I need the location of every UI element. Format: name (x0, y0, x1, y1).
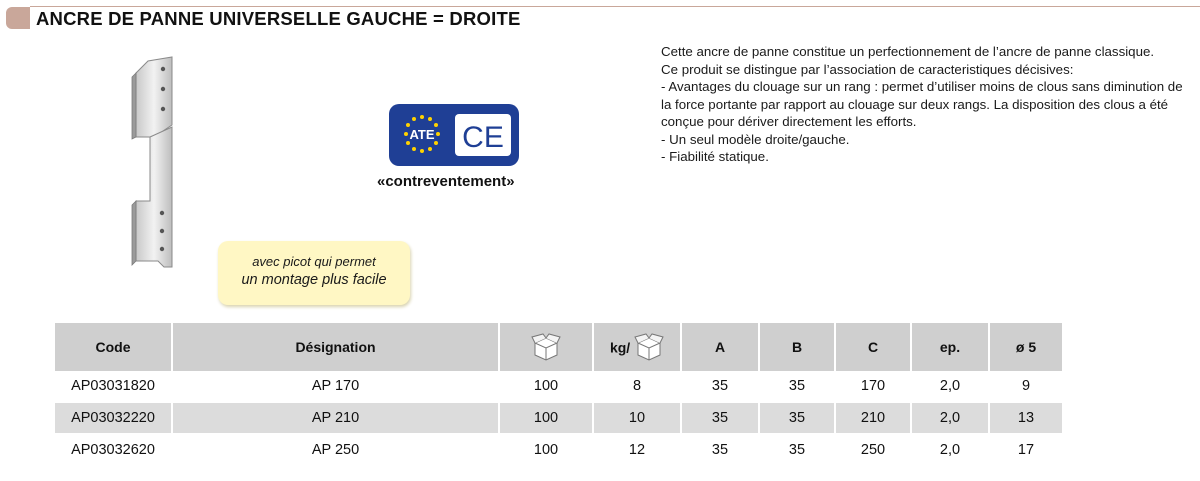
cell-designation: AP 250 (173, 435, 500, 467)
cell-code: AP03032220 (55, 403, 173, 435)
cell-qty: 100 (500, 371, 594, 403)
note-line-2: un montage plus facile (241, 272, 387, 288)
cell-code: AP03031820 (55, 371, 173, 403)
table-row (55, 403, 1064, 435)
product-description (661, 43, 1196, 166)
header-quantity (500, 323, 594, 371)
table-row (55, 435, 1064, 467)
description-line: Ce produit se distingue par l’association de caracteristiques décisives: (661, 61, 1074, 77)
title-accent-tab (6, 7, 30, 29)
title-bar (0, 0, 1200, 34)
box-icon (634, 333, 664, 361)
table-row (55, 371, 1064, 403)
cell-b: 35 (760, 371, 836, 403)
cell-ep: 2,0 (912, 403, 990, 435)
header-a: A (682, 323, 760, 371)
cell-kg: 10 (594, 403, 682, 435)
header-weight (594, 323, 682, 371)
cell-a: 35 (682, 371, 760, 403)
cell-a: 35 (682, 435, 760, 467)
header-c: C (836, 323, 912, 371)
header-designation: Désignation (173, 323, 500, 371)
table-header-row (55, 323, 1064, 371)
cell-kg: 12 (594, 435, 682, 467)
cell-c: 170 (836, 371, 912, 403)
cell-d5: 13 (990, 403, 1064, 435)
header-ep: ep. (912, 323, 990, 371)
ate-ce-certification-logo (389, 104, 519, 166)
cell-c: 210 (836, 403, 912, 435)
cell-a: 35 (682, 403, 760, 435)
ce-label: CE (462, 121, 504, 154)
description-line: - Avantages du clouage sur un rang : permet d’utiliser moins de clous sans diminution de la force portante par rapport au clouage sur deux rangs. La disposition des clous a été conçue pour dériver directement les efforts. (661, 79, 1183, 129)
cell-kg: 8 (594, 371, 682, 403)
cell-qty: 100 (500, 403, 594, 435)
cell-b: 35 (760, 403, 836, 435)
cell-b: 35 (760, 435, 836, 467)
page-title: ANCRE DE PANNE UNIVERSELLE GAUCHE = DROITE (36, 8, 521, 29)
title-divider (30, 6, 1200, 7)
description-line: - Un seul modèle droite/gauche. (661, 131, 850, 147)
cell-qty: 100 (500, 435, 594, 467)
description-line: - Fiabilité statique. (661, 149, 769, 164)
cell-d5: 9 (990, 371, 1064, 403)
cell-designation: AP 210 (173, 403, 500, 435)
header-b: B (760, 323, 836, 371)
cell-d5: 17 (990, 435, 1064, 467)
purlin-anchor-illustration (128, 55, 178, 275)
cell-c: 250 (836, 435, 912, 467)
ate-label: ATE (409, 127, 435, 142)
description-line: Cette ancre de panne constitue un perfectionnement de l’ancre de panne classique. (661, 44, 1155, 59)
header-code: Code (55, 323, 173, 371)
cell-ep: 2,0 (912, 371, 990, 403)
box-icon (531, 333, 561, 361)
header-kg-label: kg/ (609, 339, 631, 355)
picot-note (218, 241, 410, 305)
cell-designation: AP 170 (173, 371, 500, 403)
header-d5: ø 5 (990, 323, 1064, 371)
certification-caption: «contreventement» (377, 173, 515, 190)
cell-code: AP03032620 (55, 435, 173, 467)
cell-ep: 2,0 (912, 435, 990, 467)
spec-table (55, 323, 1064, 467)
note-line-1: avec picot qui permet (252, 254, 376, 269)
